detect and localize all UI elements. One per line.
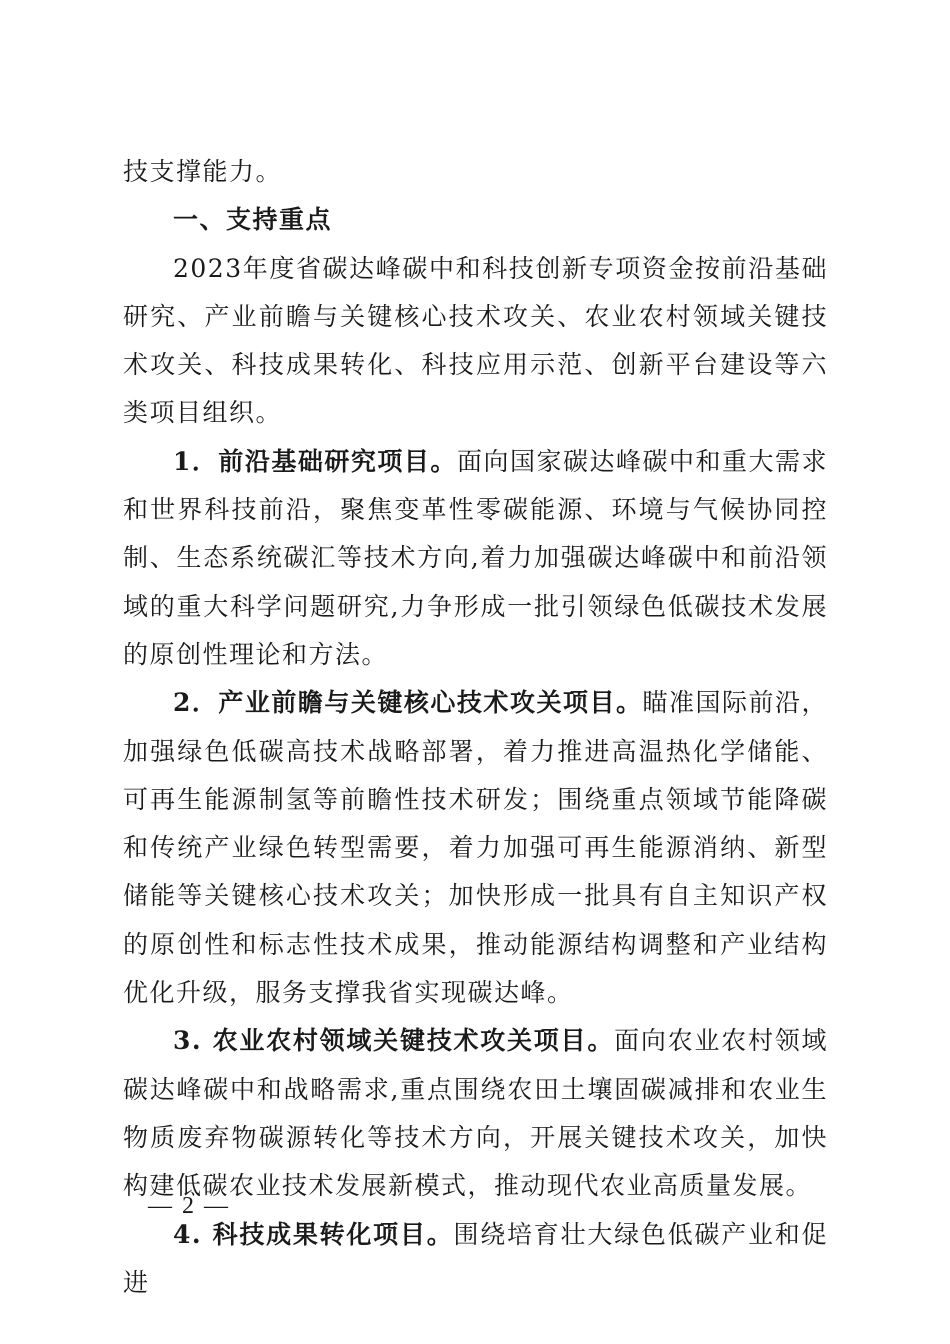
item-paragraph-3: [123, 1017, 828, 1210]
item-title-4: 4. 科技成果转化项目。: [173, 1219, 454, 1249]
item-body-3: 面向农业农村领域碳达峰碳中和战略需求,重点围绕农田土壤固碳减排和农业生物质废弃物碳源转化等技术方向，开展关键技术攻关，加快构建低碳农业技术发展新模式，推动现代农业高质量发展。: [123, 1026, 828, 1201]
item-title-3: 3. 农业农村领域关键技术攻关项目。: [173, 1026, 615, 1056]
intro-paragraph: 2023年度省碳达峰碳中和科技创新专项资金按前沿基础研究、产业前瞻与关键核心技术攻关、农业农村领域关键技术攻关、科技成果转化、科技应用示范、创新平台建设等六类项目组织。: [123, 253, 828, 428]
item-paragraph-2: [123, 679, 828, 1017]
item-title-1: 1．前沿基础研究项目。: [173, 446, 457, 476]
item-body-1: 面向国家碳达峰碳中和重大需求和世界科技前沿，聚焦变革性零碳能源、环境与气候协同控制、生态系统碳汇等技术方向,着力加强碳达峰碳中和前沿领域的重大科学问题研究,力争形成一批引领绿色低碳技术发展的原创性理论和方法。: [123, 446, 828, 669]
item-title-2: 2．产业前瞻与关键核心技术攻关项目。: [173, 688, 643, 718]
item-paragraph-1: [123, 438, 828, 679]
item-body-2: 瞄准国际前沿，加强绿色低碳高技术战略部署，着力推进高温热化学储能、可再生能源制氢等前瞻性技术研发；围绕重点领域节能降碳和传统产业绿色转型需要，着力加强可再生能源消纳、新型储能等关键核心技术攻关；加快形成一批具有自主知识产权的原创性和标志性技术成果，推动能源结构调整和产业结构优化升级，服务支撑我省实现碳达峰。: [123, 688, 828, 1008]
continuation-paragraph: 技支撑能力。: [123, 157, 283, 186]
item-paragraph-4: [123, 1211, 828, 1308]
section-heading: 一、支持重点: [173, 205, 333, 235]
page-number: — 2 —: [148, 1193, 230, 1219]
document-body: [123, 148, 828, 1307]
item-body-4: 围绕培育壮大绿色低碳产业和促进: [123, 1219, 828, 1297]
